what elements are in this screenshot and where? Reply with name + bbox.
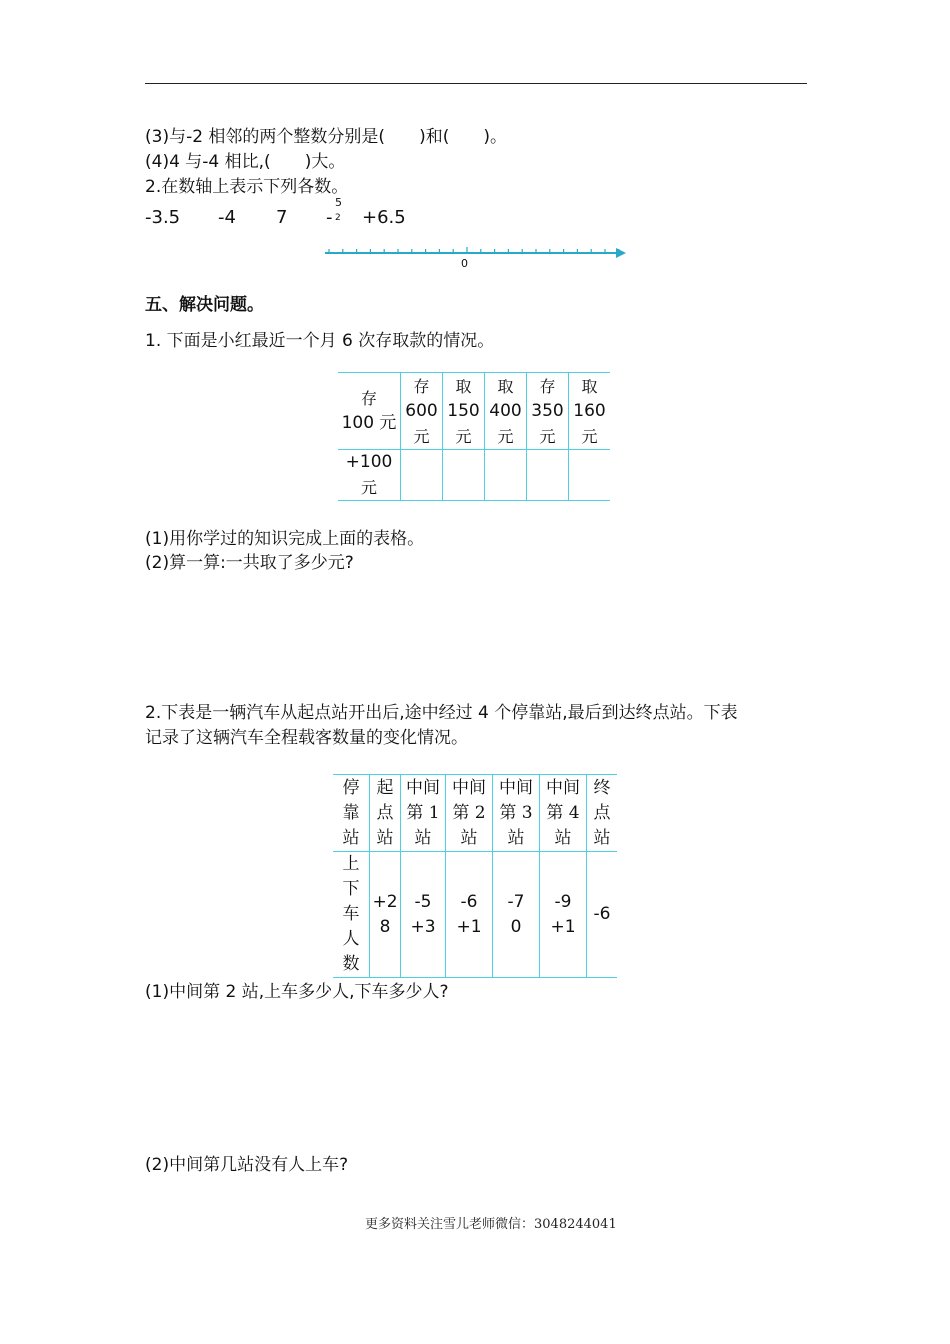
problem-2-title-cont: 记录了这辆汽车全程载客数量的变化情况。 bbox=[145, 728, 468, 748]
problem-1-q2: (2)算一算:一共取了多少元? bbox=[145, 553, 354, 573]
header-rule bbox=[145, 83, 807, 84]
negative-sign: - bbox=[326, 207, 333, 228]
axis-zero-label: 0 bbox=[461, 257, 468, 270]
table-header: 中间 第 2 站 bbox=[446, 775, 493, 852]
question-4: (4)4 与-4 相比,( )大。 bbox=[145, 152, 346, 172]
answer-cell[interactable] bbox=[569, 450, 611, 501]
bus-table bbox=[333, 774, 617, 978]
deposit-table bbox=[338, 372, 610, 501]
table-cell: -6 +1 bbox=[446, 852, 493, 978]
table-header: 中间 第 1 站 bbox=[401, 775, 446, 852]
answer-cell[interactable] bbox=[401, 450, 443, 501]
table-header: 中间 第 3 站 bbox=[493, 775, 540, 852]
answer-cell[interactable] bbox=[443, 450, 485, 501]
problem-1-title: 1. 下面是小红最近一个月 6 次存取款的情况。 bbox=[145, 331, 495, 351]
table-cell: +2 8 bbox=[370, 852, 401, 978]
table-header: 终 点 站 bbox=[587, 775, 618, 852]
table-cell: 取 150 元 bbox=[443, 373, 485, 450]
fraction-numerator: 5 bbox=[335, 196, 342, 209]
table-cell: 存 600 元 bbox=[401, 373, 443, 450]
number-line-prompt: 2.在数轴上表示下列各数。 bbox=[145, 177, 349, 197]
answer-cell[interactable] bbox=[485, 450, 527, 501]
footer-note: 更多资料关注雪儿老师微信：3048244041 bbox=[365, 1217, 617, 1232]
table-cell: 存 350 元 bbox=[527, 373, 569, 450]
table-cell: -9 +1 bbox=[540, 852, 587, 978]
number-item: -4 bbox=[218, 207, 236, 228]
table-header: 停 靠 站 bbox=[333, 775, 370, 852]
answer-cell[interactable] bbox=[527, 450, 569, 501]
table-cell: -6 bbox=[587, 852, 618, 978]
problem-2-q2: (2)中间第几站没有人上车? bbox=[145, 1155, 349, 1175]
table-header: 起 点 站 bbox=[370, 775, 401, 852]
problem-2-title: 2.下表是一辆汽车从起点站开出后,途中经过 4 个停靠站,最后到达终点站。下表 bbox=[145, 703, 738, 723]
question-3: (3)与-2 相邻的两个整数分别是( )和( )。 bbox=[145, 127, 507, 147]
table-cell: 取 400 元 bbox=[485, 373, 527, 450]
table-cell: 取 160 元 bbox=[569, 373, 611, 450]
table-header: 中间 第 4 站 bbox=[540, 775, 587, 852]
section-title: 五、解决问题。 bbox=[145, 295, 264, 315]
table-cell: 存 100 元 bbox=[338, 373, 401, 450]
table-cell: +100 元 bbox=[338, 450, 401, 501]
number-line bbox=[320, 242, 632, 272]
problem-2-q1: (1)中间第 2 站,上车多少人,下车多少人? bbox=[145, 982, 449, 1002]
number-item: -3.5 bbox=[145, 207, 181, 228]
axis-arrow-icon bbox=[616, 248, 626, 258]
table-cell: -5 +3 bbox=[401, 852, 446, 978]
problem-1-q1: (1)用你学过的知识完成上面的表格。 bbox=[145, 529, 425, 549]
fraction-denominator: 2 bbox=[335, 213, 341, 220]
table-cell: -7 0 bbox=[493, 852, 540, 978]
table-row-label: 上 下 车 人 数 bbox=[333, 852, 370, 978]
number-item: +6.5 bbox=[362, 207, 406, 228]
number-item: 7 bbox=[276, 207, 288, 228]
